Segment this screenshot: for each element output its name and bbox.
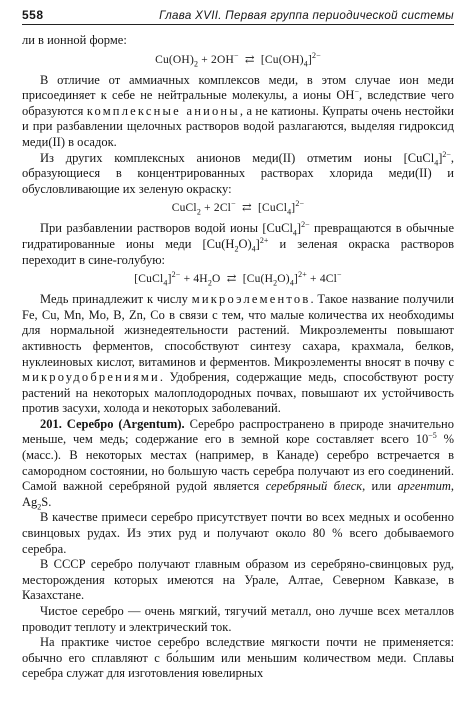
paragraph-dilution: При разбавлении растворов водой ионы [CuCl$_4$]$^{2-}$ превращаются в обычные гидратированные ионы меди $[Cu(H_2O)_4]^{2+}$ и зеленая окраска растворов переходит в сине-голубую: <box>22 220 454 267</box>
equation-chloride: CuCl$_2$ + 2Cl− ⇄ [CuCl$_4$]$^{2-}$ <box>171 199 305 217</box>
equilibrium-arrow-icon: ⇄ <box>244 53 255 66</box>
paragraph-cuprates: В отличие от аммиачных комплексов меди, в этом случае ион меди присоединяет к себе не нейтральные молекулы, а ионы OH−, вследствие чего образуются комплексные анионы, а не катионы. Купраты очень нестойки и при разбавлении щелочных растворов водой разлагаются, выделяя гидроксид меди(II) в осадок. <box>22 72 454 149</box>
paragraph-intro: ли в ионной форме: <box>22 33 127 47</box>
page-number: 558 <box>22 8 44 22</box>
equation-cuprate: $Cu(OH)_2 + 2OH^-$ ⇄ $[Cu(OH)_4]^{2-}$ <box>155 50 321 68</box>
paragraph-impurity: В качестве примеси серебро присутствует почти во всех медных и особенно свинцовых рудах. Из этих руд и получают около 80 % всего добываемого серебра. <box>22 510 454 556</box>
paragraph-microelements: Медь принадлежит к числу микроэлементов. Такое название получили Fe, Cu, Mn, Mo, B, Zn, Co в связи с тем, что малые количества их необходимы для нормальной жизнедеятельности растений. Микроэлементы повышают активность ферментов, способствуют синтезу сахара, крахмала, белков, нуклеиновых кислот, витаминов и ферментов. Микроэлементы вносят в почву с микроудобрениями. Удобрения, содержащие медь, способствуют росту растений на некоторых малоплодородных почвах, повышают их устойчивость против засухи, холода и некоторых заболеваний. <box>22 292 454 416</box>
equilibrium-arrow-icon: ⇄ <box>241 202 252 215</box>
paragraph-silver-section: 201. Серебро (Argentum). Серебро распространено в природе значительно меньше, чем медь; содержание его в земной коре составляет всего $10^{-5}$ % (масс.). В некоторых местах (например, в Канаде) серебро встречается в самородном состоянии, но большую часть серебра получают из его соединений. Самой важной серебряной рудой является серебряный блеск, или аргентит, $Ag_2S$. <box>22 416 455 512</box>
paragraph-pure-silver: Чистое серебро — очень мягкий, тягучий металл, оно лучше всех металлов проводит теплоту и электрический ток. <box>22 604 454 634</box>
paragraph-alloys: На практике чистое серебро вследствие мягкости почти не применяется: обычно его сплавляют с бо́льшим или меньшим количеством меди. Сплавы серебра служат для изготовления ювелирных <box>22 635 454 681</box>
chapter-title: Глава XVII. Первая группа периодической системы <box>159 9 454 22</box>
paragraph-ussr: В СССР серебро получают главным образом из серебряно-свинцовых руд, месторождения которых имеются на Урале, Алтае, Северном Кавказе, в Казахстане. <box>22 557 454 603</box>
equation-hydration: [CuCl$_4$]$^{2-}$ + $4H_2O$ ⇄ $[Cu(H_2O)_4]^{2+} + 4Cl^-$ <box>134 270 342 288</box>
page <box>22 8 454 682</box>
equilibrium-arrow-icon: ⇄ <box>226 273 237 286</box>
paragraph-chloro-anions: Из других комплексных анионов меди(II) отметим ионы [CuCl$_4$]$^{2-}$, образующиеся в концентрированных растворах хлорида меди(II) и обусловливающие их зеленую окраску: <box>22 149 454 196</box>
running-header <box>22 8 454 25</box>
section-heading: 201. Серебро (Argentum). <box>40 416 185 431</box>
